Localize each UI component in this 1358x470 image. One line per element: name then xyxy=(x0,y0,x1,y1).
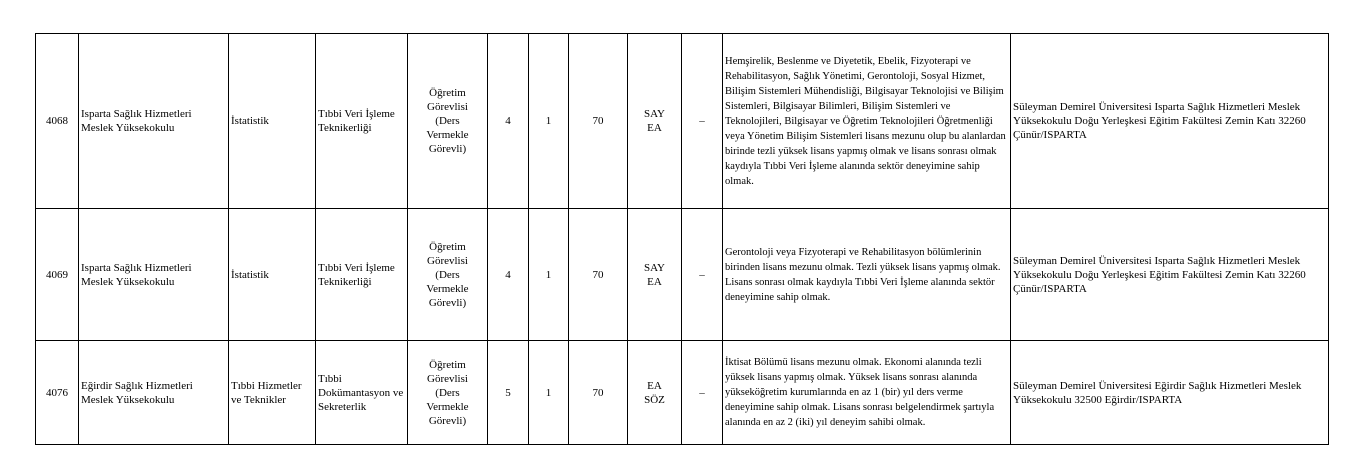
degree: 5 xyxy=(488,341,529,445)
application-address: Süleyman Demirel Üniversitesi Isparta Sağlık Hizmetleri Meslek Yüksekokulu Doğu Yerleşkesi Eğitim Fakültesi Zemin Katı 32260 Çünür/ISPARTA xyxy=(1011,34,1329,209)
degree: 4 xyxy=(488,209,529,341)
ales-score: 70 xyxy=(569,341,628,445)
position-title: Öğretim Görevlisi (Ders Vermekle Görevli) xyxy=(408,34,488,209)
requirements-text: Hemşirelik, Beslenme ve Diyetetik, Ebelik, Fizyoterapi ve Rehabilitasyon, Sağlık Yönetimi, Gerontoloji, Sosyal Hizmet, Bilişim Sistemleri Mühendisliği, Bilgisayar Teknolojisi ve Bilişim Sistemleri, Bilgisayar Bilimleri, Bilişim Sistemleri ve Teknolojileri, Bilgisayar ve Öğretim Teknolojileri Öğretmenliği veya Yönetim Bilişim Sistemleri lisans mezunu olup bu alanlardan birinde tezli yüksek lisans yapmış olmak ve lisans sonrası olmak kaydıyla Tıbbi Veri İşleme alanında sektör deneyimine sahip olmak. xyxy=(723,34,1011,209)
unit-name: Isparta Sağlık Hizmetleri Meslek Yüksekokulu xyxy=(79,209,229,341)
position-count: 1 xyxy=(529,341,569,445)
department-name: Tıbbi Hizmetler ve Teknikler xyxy=(229,341,316,445)
position-code: 4069 xyxy=(36,209,79,341)
department-name: İstatistik xyxy=(229,209,316,341)
ales-score: 70 xyxy=(569,209,628,341)
program-name: Tıbbi Dokümantasyon ve Sekreterlik xyxy=(316,341,408,445)
ales-type: SAY EA xyxy=(628,209,682,341)
position-title: Öğretim Görevlisi (Ders Vermekle Görevli) xyxy=(408,209,488,341)
position-title: Öğretim Görevlisi (Ders Vermekle Görevli) xyxy=(408,341,488,445)
ales-type: SAY EA xyxy=(628,34,682,209)
requirements-text: Gerontoloji veya Fizyoterapi ve Rehabilitasyon bölümlerinin birinden lisans mezunu olmak. Tezli yüksek lisans yapmış olmak. Lisans sonrası olmak kaydıyla Tıbbi Veri İşleme alanında sektör deneyimine sahip olmak. xyxy=(723,209,1011,341)
position-code: 4068 xyxy=(36,34,79,209)
foreign-language: – xyxy=(682,34,723,209)
application-address: Süleyman Demirel Üniversitesi Isparta Sağlık Hizmetleri Meslek Yüksekokulu Doğu Yerleşkesi Eğitim Fakültesi Zemin Katı 32260 Çünür/ISPARTA xyxy=(1011,209,1329,341)
foreign-language: – xyxy=(682,341,723,445)
application-address: Süleyman Demirel Üniversitesi Eğirdir Sağlık Hizmetleri Meslek Yüksekokulu 32500 Eğirdir/ISPARTA xyxy=(1011,341,1329,445)
requirements-text: İktisat Bölümü lisans mezunu olmak. Ekonomi alanında tezli yüksek lisans yapmış olmak. Yüksek lisans sonrası alanında yükseköğretim kurumlarında en az 1 (bir) yıl ders verme deneyimine sahip olmak. Lisans sonrası belgelendirmek şartıyla alanında en az 2 (iki) yıl deneyim sahibi olmak. xyxy=(723,341,1011,445)
ales-score: 70 xyxy=(569,34,628,209)
program-name: Tıbbi Veri İşleme Teknikerliği xyxy=(316,209,408,341)
ales-type: EA SÖZ xyxy=(628,341,682,445)
department-name: İstatistik xyxy=(229,34,316,209)
unit-name: Isparta Sağlık Hizmetleri Meslek Yüksekokulu xyxy=(79,34,229,209)
table-row xyxy=(36,209,1329,341)
position-count: 1 xyxy=(529,34,569,209)
table-row xyxy=(36,341,1329,445)
foreign-language: – xyxy=(682,209,723,341)
unit-name: Eğirdir Sağlık Hizmetleri Meslek Yüksekokulu xyxy=(79,341,229,445)
program-name: Tıbbi Veri İşleme Teknikerliği xyxy=(316,34,408,209)
positions-table xyxy=(35,33,1329,445)
position-code: 4076 xyxy=(36,341,79,445)
position-count: 1 xyxy=(529,209,569,341)
table-row xyxy=(36,34,1329,209)
degree: 4 xyxy=(488,34,529,209)
